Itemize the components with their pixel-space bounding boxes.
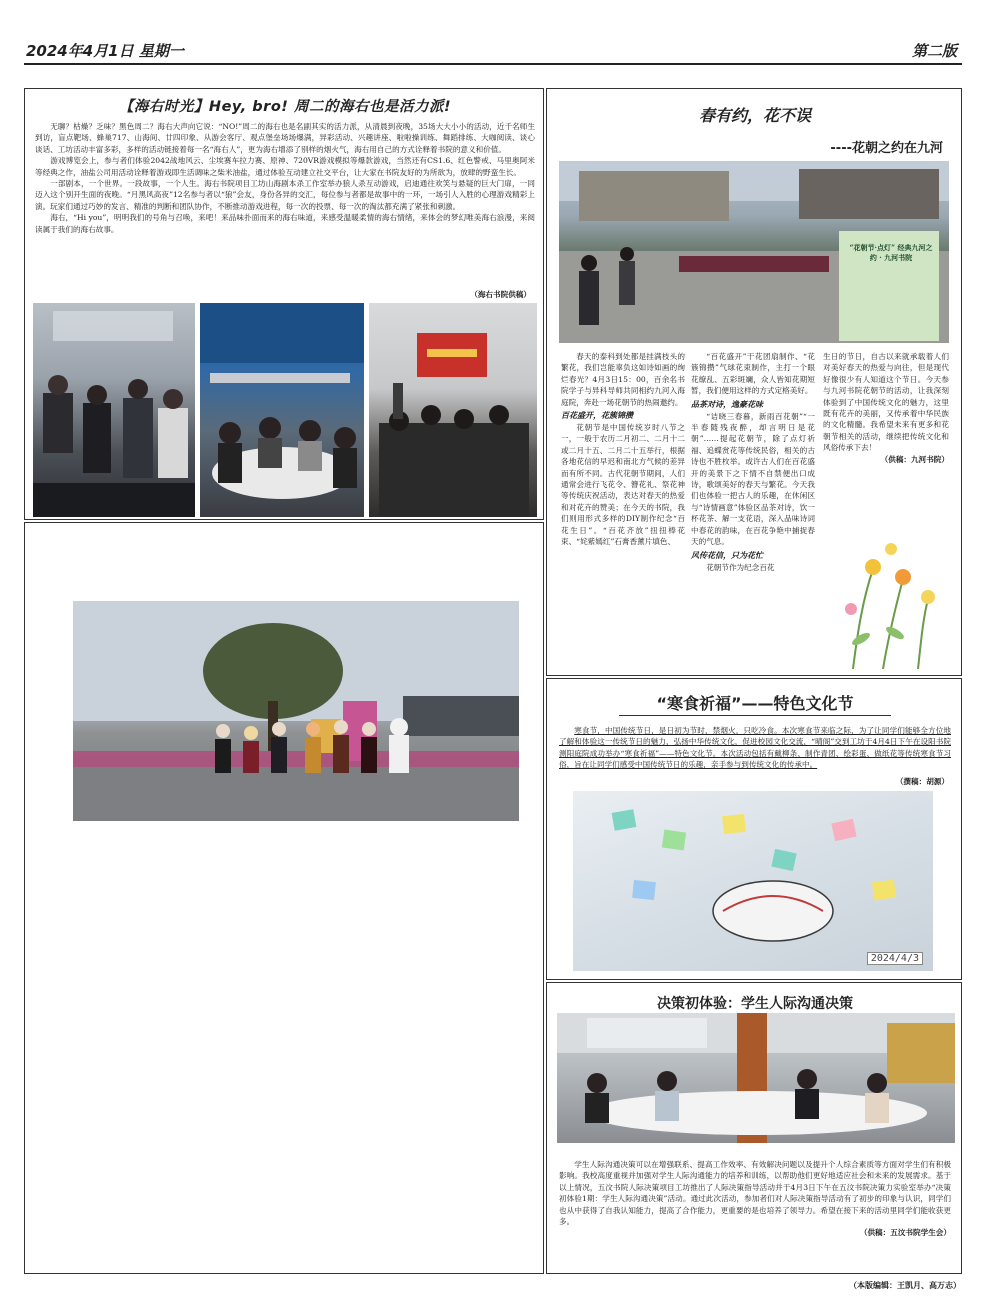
juece-paragraph: 学生人际沟通决策可以在增强联系、提高工作效率、有效解决问题以及提升个人综合素质等方面对学生们有积极影响。我校高度重视并加强对学生人际沟通能力的培养和训练，以帮助他们更好地适应社会和未来的发展需求。基于以上情况，五汶书院人际决策项目工坊推出了人际决策指导活动并于4月3日下午在五汶书院决策力实验室举办“决策初体验1期：学生人际沟通决策”活动。通过此次活动，参加者们对人际决策指导活动有了初步的印象与认识，同学们也从中获得了自我认知能力，提高了合作能力，更重要的是也培养了领导力。希望在接下来的活动里同学们能收获更多。 <box>559 1160 951 1227</box>
juece-credit: （供稿：五汶书院学生会） <box>859 1228 951 1238</box>
hanshi-crafts-illustration <box>573 791 933 971</box>
hanshi-title-underline <box>619 715 891 716</box>
juece-title: 决策初体验：学生人际沟通决策 <box>657 996 853 1012</box>
flower-festival-paragraph: “诘晓三春暮，新雨百花朝”“一半春随残夜醉，却言明日是花朝”……提起花朝节，除了点灯祈福、追蝶赏花等传统民俗，相关的古诗也不胜枚举。或许古人们在百花盛开的美景下之下情不自禁便出口成诗，歌颂美好的春天与繁花。今天我们也体验一把古人的乐趣，在休闲区与“诗情画意”体验区品茶对诗，饮一杯花茶、解一支花语，深入品味诗词中春花的韵味，在百花争艳中捕捉春天的气息。 <box>691 411 815 547</box>
flower-festival-banner-text: “花朝节·点灯” 经典九河之约 · 九河书院 <box>849 243 933 262</box>
page-number: 第二版 <box>911 42 957 60</box>
hanshi-crafts-photo <box>573 791 933 971</box>
haiyou-credit: （海右书院供稿） <box>470 290 531 299</box>
game-expo-illustration <box>33 303 195 517</box>
page-editor-credit: （本版编辑：王凯月、高万志） <box>849 1280 961 1290</box>
haiyou-section <box>24 88 544 520</box>
issue-date: 2024年4月1日 星期一 <box>26 42 184 60</box>
reading-event-photo <box>369 303 537 517</box>
haiyou-title: 【海右时光】Hey, bro! 周二的海右也是活力派! <box>118 99 452 115</box>
juece-classroom-photo <box>557 1013 955 1143</box>
flower-festival-title: 春有约，花不误 <box>698 106 811 125</box>
hanshi-credit: （撰稿：胡源） <box>895 777 949 786</box>
flower-festival-section <box>546 88 962 676</box>
flower-festival-subheading: 百花盛开，花簇锦攒 <box>561 410 633 421</box>
haiyou-paragraph: 一部剧本，一个世界。一段故事，一个人生。海右书院项目工坊山海剧本杀工作室举办狼人杀互动游戏，启迪通往欢笑与悬疑的巨大门扉，一同迈入这个别开生面的夜晚。“月黑风高夜”12名参与者以“狼”会友，身份各异的交汇，每位参与者都是故事中的一环，一场引人入胜的心理游戏精彩上演。玩家们通过巧妙的发言、精准的判断和团队协作，不断推动游戏进程，每一次的投票、每一次的淘汰都充满了紧张和刺激。 <box>35 179 535 211</box>
werewolf-game-illustration <box>200 303 364 517</box>
photo-date-stamp: 2024/4/3 <box>867 952 923 965</box>
flower-festival-paragraph: 春天的泰科到处都是挂满枝头的繁花，我们岂能辜负这如诗如画的绚烂春光？4月3日15：00，百余名书院学子与异科导师共同相约九河入海庭院，奔赴一场花朝节的热闹邀约。 <box>561 352 685 407</box>
hanshi-paragraph: 寒食节，中国传统节日，是日初为节时，禁烟火，只吃冷食。本次寒食节来临之际，为了让同学们能够全方位地了解和体验这一传统节日的魅力，弘扬中华传统文化，促进校园文化交流，“晴阁”交到工坊于4月4日下午在设阳书院测阳庭院成功举办“寒食祈福”——特色文化节。本次活动包括有戴柳条、制作青团、绘彩蛋、做纸花等传统寒食节习俗，旨在让同学们感受中国传统节日的乐趣，亲手参与到传统文化的传承中。 <box>559 726 951 770</box>
hanshi-section <box>546 678 962 980</box>
flower-festival-credit: （供稿：九河书院） <box>880 454 949 464</box>
flower-festival-subheading: 品茶对诗，逸豪花味 <box>691 398 763 409</box>
werewolf-game-photo <box>200 303 364 517</box>
flower-festival-paragraph: 花朝节是中国传统岁时八节之一，一般于农历二月初二、二月十二或二月十五、二月二十五举行，根据各地花信的早迟和南北方气候的差异而有所不同。古代花朝节期间，人们通常会进行飞花令、簪花礼、祭花神等传统庆祝活动，表达对春天的热爱和对花卉的赞美；在今天的书院，我们则用形式多样的DIY制作纪念“百花生日”。“百花齐放”扭扭棒花束、“姹紫嫣红”石膏香薰片填色、 <box>561 423 685 547</box>
drama-stage-illustration <box>73 601 519 821</box>
flower-festival-paragraph: “百花盛开”干花团扇制作、“花簇锦攒”气球花束制作，主打一个眼花缭乱、五彩斑斓，众人皆知花期短暂，我们便用这样的方式定格美好。 <box>691 352 815 396</box>
flower-festival-paragraph: 生日的节日，自古以来就承载着人们对美好春天的热爱与向往，但是现代好像很少有人知道这个节日。今天参与九河书院花朝节的活动，让我深刻体验到了中国传统文化的魅力，这里既有花卉的美丽，又传承着中华民族的文化精髓。我希望未来有更多和花朝节相关的活动，继续把传统文化和风俗传承下去！ <box>823 352 949 453</box>
hanshi-title: “寒食祈福”——特色文化节 <box>656 694 854 713</box>
flower-festival-subtitle: ----花朝之约在九河 <box>830 141 943 156</box>
haiyou-paragraph: 无聊？枯燥？乏味？黑色周二？海右大声向它说：“NO!”周二的海右也是名副其实的活力派，从清晨到夜晚，35场大大小小的活动，近千名师生到访，盲点靶场、蜂巢717、山海间、廿四印象、从游会客厅、观点堡垒场场爆满，异彩活动、兴趣讲座、啦啦操训练、舞蹈排练、大咖阅读、谈心谈话、工坊活动丰富多彩，多样的活动链接着每一名“海右人”，更为海右增添了别样的烟火气，海右用自己的方式诠释着书院的意义和价值。 <box>35 122 535 154</box>
juece-classroom-illustration <box>557 1013 955 1143</box>
flower-festival-subheading: 风传花信，只为花忙 <box>691 549 763 560</box>
flower-festival-photo <box>559 161 949 343</box>
juece-section <box>546 982 962 1274</box>
zhanyan-section <box>24 522 544 1274</box>
flower-decoration-icon <box>833 529 945 669</box>
header-rule <box>24 63 962 65</box>
haiyou-paragraph: 游戏博览会上，参与者们体验2042战地风云、尘埃赛车拉力赛、原神、720VR游戏模拟等爆款游戏，当然还有CS1.6、红色警戒、马里奥阿米等经典之作，油盐公司用活动诠释着游戏即生活调味之柴米油盐，通过体验互动建立社交平台，让大家在书院友好的为所欲为，放肆的野蛮生长。 <box>35 156 535 177</box>
flower-festival-paragraph: 花朝节作为纪念百花 <box>706 562 775 572</box>
game-expo-photo <box>33 303 195 517</box>
haiyou-paragraph: 海右，“Hi you”，明明我们的号角与召唤，来吧！来品味扑面而来的海右味道，来感受温暖柔情的海右情绪，来体会的梦幻唯美海右浪漫，来阅读属于我们的海右故事。 <box>35 213 535 234</box>
reading-event-illustration <box>369 303 537 517</box>
drama-stage-photo <box>73 601 519 821</box>
